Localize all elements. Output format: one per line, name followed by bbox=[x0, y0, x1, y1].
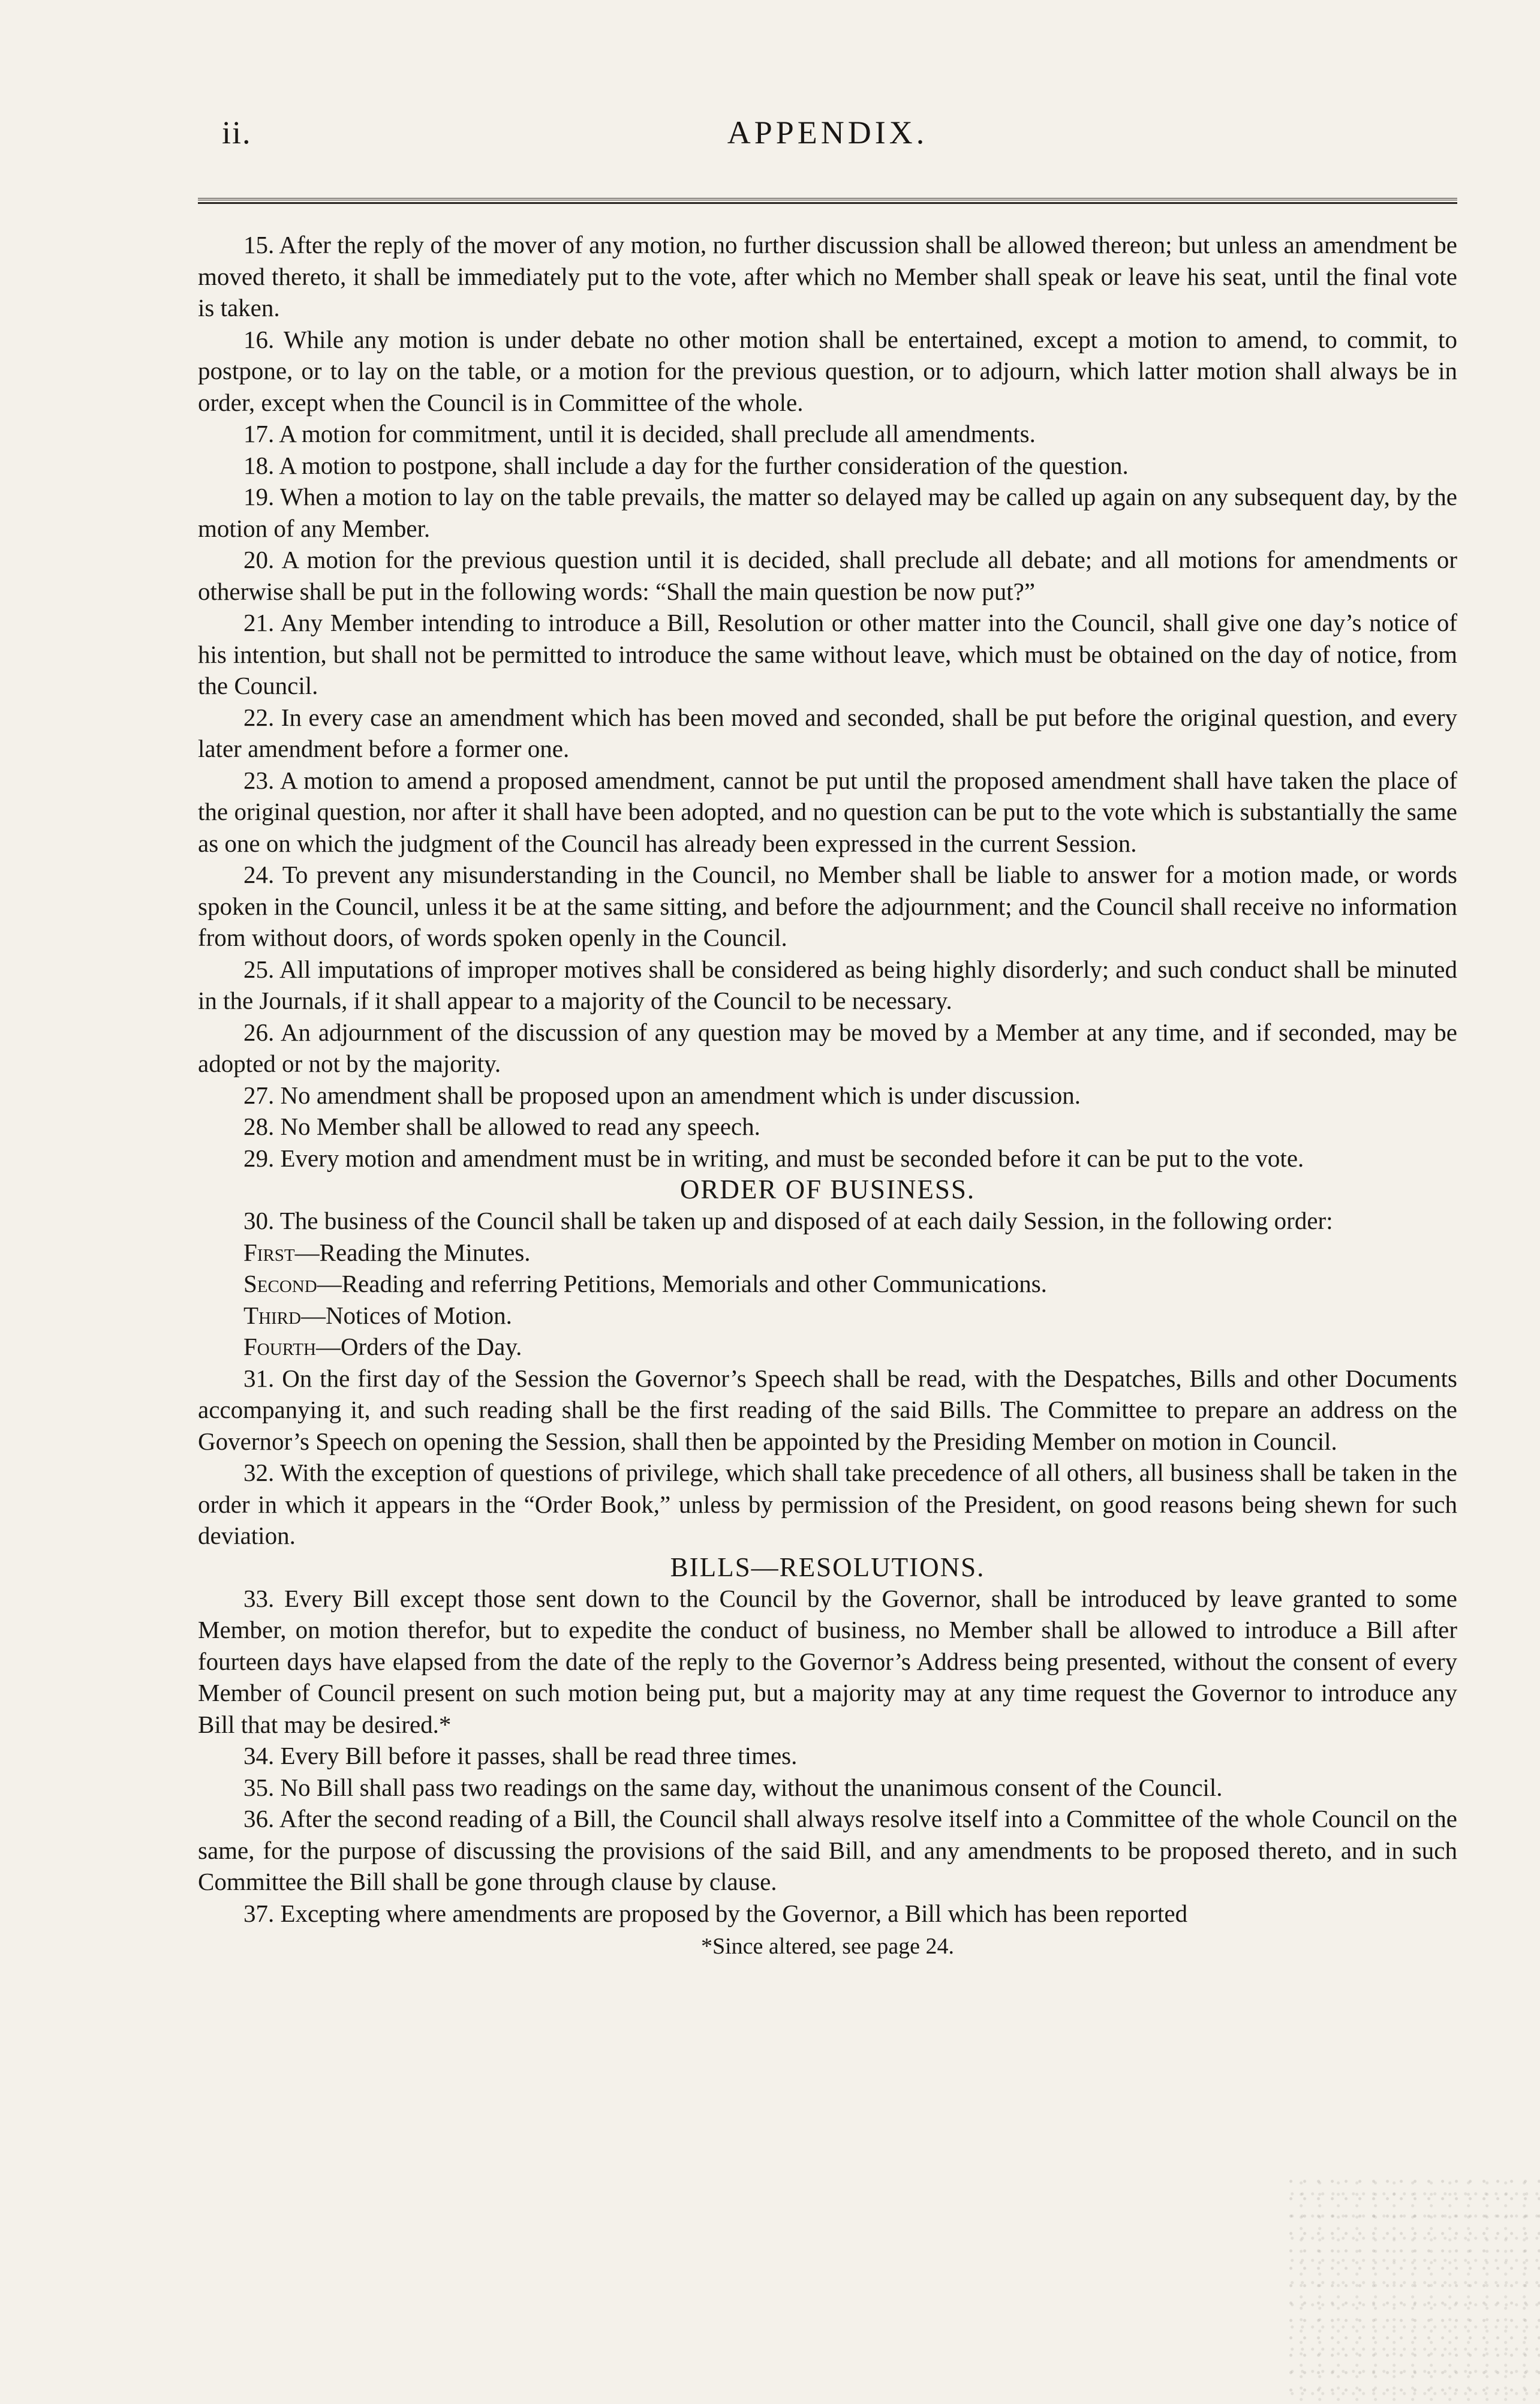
rule-number: 20. bbox=[243, 546, 275, 573]
rule-number: 32. bbox=[243, 1459, 275, 1486]
rule-text: With the exception of questions of privilege, which shall take precedence of all others, all business shall be taken in the order in which it appears in the “Order Book,” unless by permission of the President, on good reasons being shewn for such deviation. bbox=[198, 1459, 1457, 1549]
page-number: ii. bbox=[222, 115, 252, 151]
paper-wear-texture bbox=[1288, 2176, 1540, 2404]
rule-paragraph bbox=[198, 859, 1457, 954]
rule-text: A motion to amend a proposed amendment, cannot be put until the proposed amendment shall have taken the place of the original question, nor after it shall have been adopted, and no question can be put to the vote which is substantially the same as one on which the judgment of the Council has already been expressed in the current Session. bbox=[198, 766, 1457, 857]
rule-paragraph bbox=[198, 450, 1457, 482]
rule-paragraph bbox=[198, 1898, 1457, 1930]
document-body bbox=[198, 229, 1457, 1961]
document-page bbox=[198, 114, 1457, 1961]
rules-list-b bbox=[198, 1363, 1457, 1552]
rule-text: Any Member intending to introduce a Bill, Resolution or other matter into the Council, shall give one day’s notice of his intention, but shall not be permitted to introduce the same without leave, which must be obtained on the day of notice, from the Council. bbox=[198, 609, 1457, 699]
order-of-business-item bbox=[198, 1331, 1457, 1363]
rule-paragraph bbox=[198, 1080, 1457, 1111]
rule-number: 22. bbox=[243, 703, 275, 731]
rule-paragraph bbox=[198, 765, 1457, 860]
rule-paragraph bbox=[198, 324, 1457, 419]
page-title: APPENDIX. bbox=[727, 115, 928, 151]
rule-text: Excepting where amendments are proposed by the Governor, a Bill which has been reported bbox=[280, 1899, 1188, 1927]
rule-paragraph bbox=[198, 607, 1457, 702]
rules-list-a bbox=[198, 229, 1457, 1174]
rule-text: To prevent any misunderstanding in the Council, no Member shall be liable to answer for a motion made, or words spoken in the Council, unless it be at the same sitting, and before the adjournment; and the Council shall receive no information from without doors, of words spoken openly in the Council. bbox=[198, 861, 1457, 951]
rule-text: The business of the Council shall be taken up and disposed of at each daily Session, in the following order: bbox=[279, 1207, 1333, 1234]
rule-text: On the first day of the Session the Governor’s Speech shall be read, with the Despatches, Bills and other Documents accompanying it, and such reading shall be the first reading of the said Bills. The Committee to prepare an address on the Governor’s Speech on opening the Session, shall then be appointed by the Presiding Member on motion in Council. bbox=[198, 1364, 1458, 1455]
rule-number: 25. bbox=[243, 955, 275, 983]
rule-text: A motion to postpone, shall include a day for the further consideration of the question. bbox=[279, 451, 1129, 479]
rule-text: All imputations of improper motives shall be considered as being highly disorderly; and such conduct shall be minuted in the Journals, if it shall appear to a majority of the Council to be necessary. bbox=[198, 955, 1457, 1014]
rule-number: 21. bbox=[243, 609, 275, 636]
order-item-text: —Orders of the Day. bbox=[315, 1333, 522, 1360]
rule-number: 23. bbox=[243, 766, 275, 794]
rule-text: An adjournment of the discussion of any question may be moved by a Member at any time, and if seconded, may be adopted or not by the majority. bbox=[198, 1018, 1457, 1077]
rule-text: Every motion and amendment must be in writing, and must be seconded before it can be put to the vote. bbox=[280, 1144, 1304, 1172]
rule-paragraph bbox=[198, 954, 1457, 1017]
order-of-business-item bbox=[198, 1268, 1457, 1300]
running-head bbox=[198, 114, 1457, 168]
rule-text: After the reply of the mover of any motion, no further discussion shall be allowed thereon; but unless an amendment be moved thereto, it shall be immediately put to the vote, after which no Member shall speak or leave his seat, until the final vote is taken. bbox=[198, 231, 1457, 321]
rule-number: 28. bbox=[243, 1113, 275, 1140]
rule-paragraph bbox=[198, 1457, 1457, 1552]
rule-text: In every case an amendment which has been moved and seconded, shall be put before the original question, and every later amendment before a former one. bbox=[198, 703, 1457, 762]
rule-number: 26. bbox=[243, 1018, 275, 1046]
section-heading-bills-resolutions: BILLS—RESOLUTIONS. bbox=[670, 1552, 985, 1582]
footnote: *Since altered, see page 24. bbox=[700, 1934, 955, 1959]
order-of-business-list bbox=[198, 1237, 1457, 1363]
rule-paragraph bbox=[198, 1363, 1457, 1458]
order-item-label: First bbox=[243, 1238, 295, 1266]
rule-paragraph bbox=[198, 1583, 1457, 1741]
rule-text: Every Bill except those sent down to the Council by the Governor, shall be introduced by leave granted to some Member, on motion therefor, but to expedite the conduct of business, no Member shall be allowed to introduce a Bill after fourteen days have elapsed from the date of the reply to the Governor’s Address being presented, without the consent of every Member of Council present on such motion being put, but a majority may at any time request the Governor to introduce any Bill that may be desired.* bbox=[198, 1584, 1457, 1738]
rule-paragraph bbox=[198, 1772, 1457, 1804]
order-item-text: —Reading and referring Petitions, Memorials and other Communications. bbox=[317, 1270, 1047, 1297]
rule-number: 15. bbox=[243, 231, 275, 259]
rule-text: No Member shall be allowed to read any speech. bbox=[280, 1113, 760, 1140]
order-of-business-item bbox=[198, 1300, 1457, 1332]
rule-text: A motion for the previous question until it is decided, shall preclude all debate; and all motions for amendments or otherwise shall be put in the following words: “Shall the main question be now put?” bbox=[198, 546, 1457, 605]
rule-paragraph bbox=[198, 1111, 1457, 1143]
rule-number: 17. bbox=[243, 420, 275, 447]
rule-paragraph bbox=[198, 1803, 1457, 1898]
order-item-label: Third bbox=[243, 1301, 301, 1329]
rule-paragraph bbox=[198, 481, 1457, 544]
rule-number: 24. bbox=[243, 861, 275, 888]
rule-paragraph bbox=[198, 1205, 1457, 1237]
rule-number: 37. bbox=[243, 1899, 275, 1927]
rule-text: Every Bill before it passes, shall be read three times. bbox=[280, 1742, 798, 1769]
order-item-text: —Reading the Minutes. bbox=[294, 1238, 531, 1266]
rule-paragraph bbox=[198, 702, 1457, 765]
rule-number: 19. bbox=[243, 483, 275, 510]
rule-number: 16. bbox=[243, 325, 275, 353]
order-item-label: Fourth bbox=[243, 1333, 316, 1360]
rule-number: 27. bbox=[243, 1081, 275, 1109]
rules-list-c bbox=[198, 1583, 1457, 1930]
rule-text: After the second reading of a Bill, the Council shall always resolve itself into a Committee of the whole Council on the same, for the purpose of discussing the provisions of the said Bill, and any amendments to be proposed thereto, and in such Committee the Bill shall be gone through clause by clause. bbox=[198, 1805, 1457, 1895]
header-divider bbox=[198, 198, 1457, 204]
rule-number: 30. bbox=[243, 1207, 275, 1234]
rule-number: 31. bbox=[243, 1364, 275, 1392]
rule-number: 29. bbox=[243, 1144, 275, 1172]
rule-paragraph bbox=[198, 1740, 1457, 1772]
rule-text: No amendment shall be proposed upon an amendment which is under discussion. bbox=[280, 1081, 1081, 1109]
rule-text: When a motion to lay on the table prevails, the matter so delayed may be called up again on any subsequent day, by the motion of any Member. bbox=[198, 483, 1457, 542]
rule-paragraph bbox=[198, 229, 1457, 324]
rule-paragraph bbox=[198, 418, 1457, 450]
order-item-label: Second bbox=[243, 1270, 317, 1297]
section-heading-order-of-business: ORDER OF BUSINESS. bbox=[679, 1174, 976, 1204]
rule-number: 36. bbox=[243, 1805, 275, 1832]
rule-text: A motion for commitment, until it is decided, shall preclude all amendments. bbox=[279, 420, 1036, 447]
rule-paragraph bbox=[198, 1143, 1457, 1174]
rule-text: No Bill shall pass two readings on the same day, without the unanimous consent of the Council. bbox=[280, 1773, 1223, 1801]
rule-number: 18. bbox=[243, 451, 275, 479]
order-of-business-item bbox=[198, 1237, 1457, 1269]
rule-paragraph bbox=[198, 544, 1457, 607]
rule-text: While any motion is under debate no other motion shall be entertained, except a motion to amend, to commit, to postpone, or to lay on the table, or a motion for the previous question, or to adjourn, which latter motion shall always be in order, except when the Council is in Committee of the whole. bbox=[198, 325, 1457, 416]
order-item-text: —Notices of Motion. bbox=[300, 1301, 512, 1329]
rule-number: 34. bbox=[243, 1742, 275, 1769]
rule-number: 33. bbox=[243, 1584, 275, 1612]
rule-paragraph bbox=[198, 1017, 1457, 1080]
rule-number: 35. bbox=[243, 1773, 275, 1801]
